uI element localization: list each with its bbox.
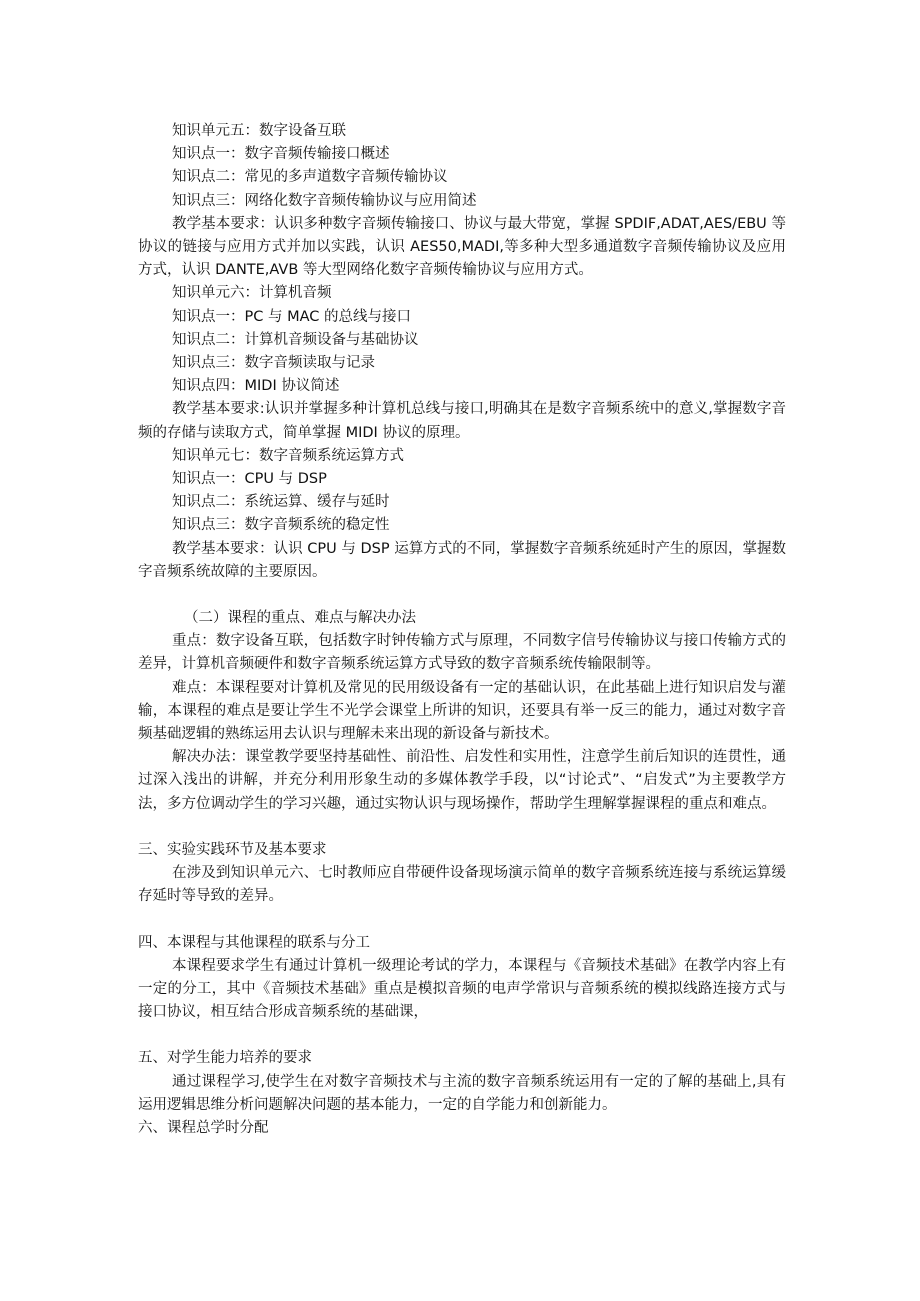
unit6-point-3: 知识点三：数字音频读取与记录 [172, 355, 375, 372]
spacer [138, 816, 786, 839]
key-points-paragraph: 重点：数字设备互联，包括数字时钟传输方式与原理，不同数字信号传输协议与接口传输方式的差异，计算机音频硬件和数字音频系统运算方式导致的数字音频系统传输限制等。 [138, 633, 786, 673]
section4-title: 四、本课程与其他课程的联系与分工 [138, 934, 370, 951]
spacer [138, 584, 786, 607]
unit7-point-3: 知识点三：数字音频系统的稳定性 [172, 517, 390, 534]
spacer [138, 909, 786, 932]
unit6-title: 知识单元六：计算机音频 [172, 285, 332, 302]
section4-body: 本课程要求学生有通过计算机一级理论考试的学力，本课程与《音频技术基础》在教学内容上有一定的分工，其中《音频技术基础》重点是模拟音频的电声学常识与音频系统的模拟线路连接方式与接口协议，相互结合形成音频系统的基础课， [138, 957, 786, 1021]
unit5-point-2: 知识点二：常见的多声道数字音频传输协议 [172, 169, 448, 186]
section2-title: （二）课程的重点、难点与解决办法 [184, 610, 416, 627]
unit5-requirement: 教学基本要求：认识多种数字音频传输接口、协议与最大带宽，掌握 SPDIF,ADAT,AES/EBU 等协议的链接与应用方式并加以实践，认识 AES50,MADI,等多种大型多通道数字音频传输协议及应用方式，认识 DANTE,AVB 等大型网络化数字音频传输协议与应用方式。 [138, 215, 786, 279]
spacer [138, 1024, 786, 1047]
section5-title: 五、对学生能力培养的要求 [138, 1050, 312, 1067]
unit5-point-3: 知识点三：网络化数字音频传输协议与应用简述 [172, 192, 477, 209]
difficulties-paragraph: 难点：本课程要对计算机及常见的民用级设备有一定的基础认识，在此基础上进行知识启发与灌输，本课程的难点是要让学生不光学会课堂上所讲的知识，还要具有举一反三的能力，通过对数字音频基础逻辑的熟练运用去认识与理解未来出现的新设备与新技术。 [138, 679, 786, 743]
unit5-point-1: 知识点一：数字音频传输接口概述 [172, 146, 390, 163]
section3-title: 三、实验实践环节及基本要求 [138, 841, 327, 858]
section3-body: 在涉及到知识单元六、七时教师应自带硬件设备现场演示简单的数字音频系统连接与系统运算缓存延时等导致的差异。 [138, 865, 786, 905]
section6-title: 六、课程总学时分配 [138, 1119, 269, 1136]
unit7-point-2: 知识点二：系统运算、缓存与延时 [172, 494, 390, 511]
unit6-point-1: 知识点一：PC 与 MAC 的总线与接口 [172, 308, 411, 325]
unit7-point-1: 知识点一：CPU 与 DSP [172, 471, 327, 488]
unit5-title: 知识单元五：数字设备互联 [172, 123, 346, 139]
unit7-requirement: 教学基本要求：认识 CPU 与 DSP 运算方式的不同，掌握数字音频系统延时产生的原因，掌握数字音频系统故障的主要原因。 [138, 540, 786, 580]
unit6-point-2: 知识点二：计算机音频设备与基础协议 [172, 331, 419, 348]
section5-body: 通过课程学习,使学生在对数字音频技术与主流的数字音频系统运用有一定的了解的基础上,具有运用逻辑思维分析问题解决问题的基本能力，一定的自学能力和创新能力。 [138, 1073, 786, 1113]
solutions-paragraph: 解决办法：课堂教学要坚持基础性、前沿性、启发性和实用性，注意学生前后知识的连贯性，通过深入浅出的讲解，并充分利用形象生动的多媒体教学手段，以“讨论式”、“启发式”为主要教学方法，多方位调动学生的学习兴趣，通过实物认识与现场操作，帮助学生理解掌握课程的重点和难点。 [138, 749, 786, 812]
unit7-title: 知识单元七：数字音频系统运算方式 [172, 447, 404, 464]
document-body [138, 120, 786, 1140]
unit6-requirement: 教学基本要求:认识并掌握多种计算机总线与接口,明确其在是数字音频系统中的意义,掌握数字音频的存储与读取方式，简单掌握 MIDI 协议的原理。 [138, 401, 786, 441]
unit6-point-4: 知识点四：MIDI 协议简述 [172, 378, 340, 395]
